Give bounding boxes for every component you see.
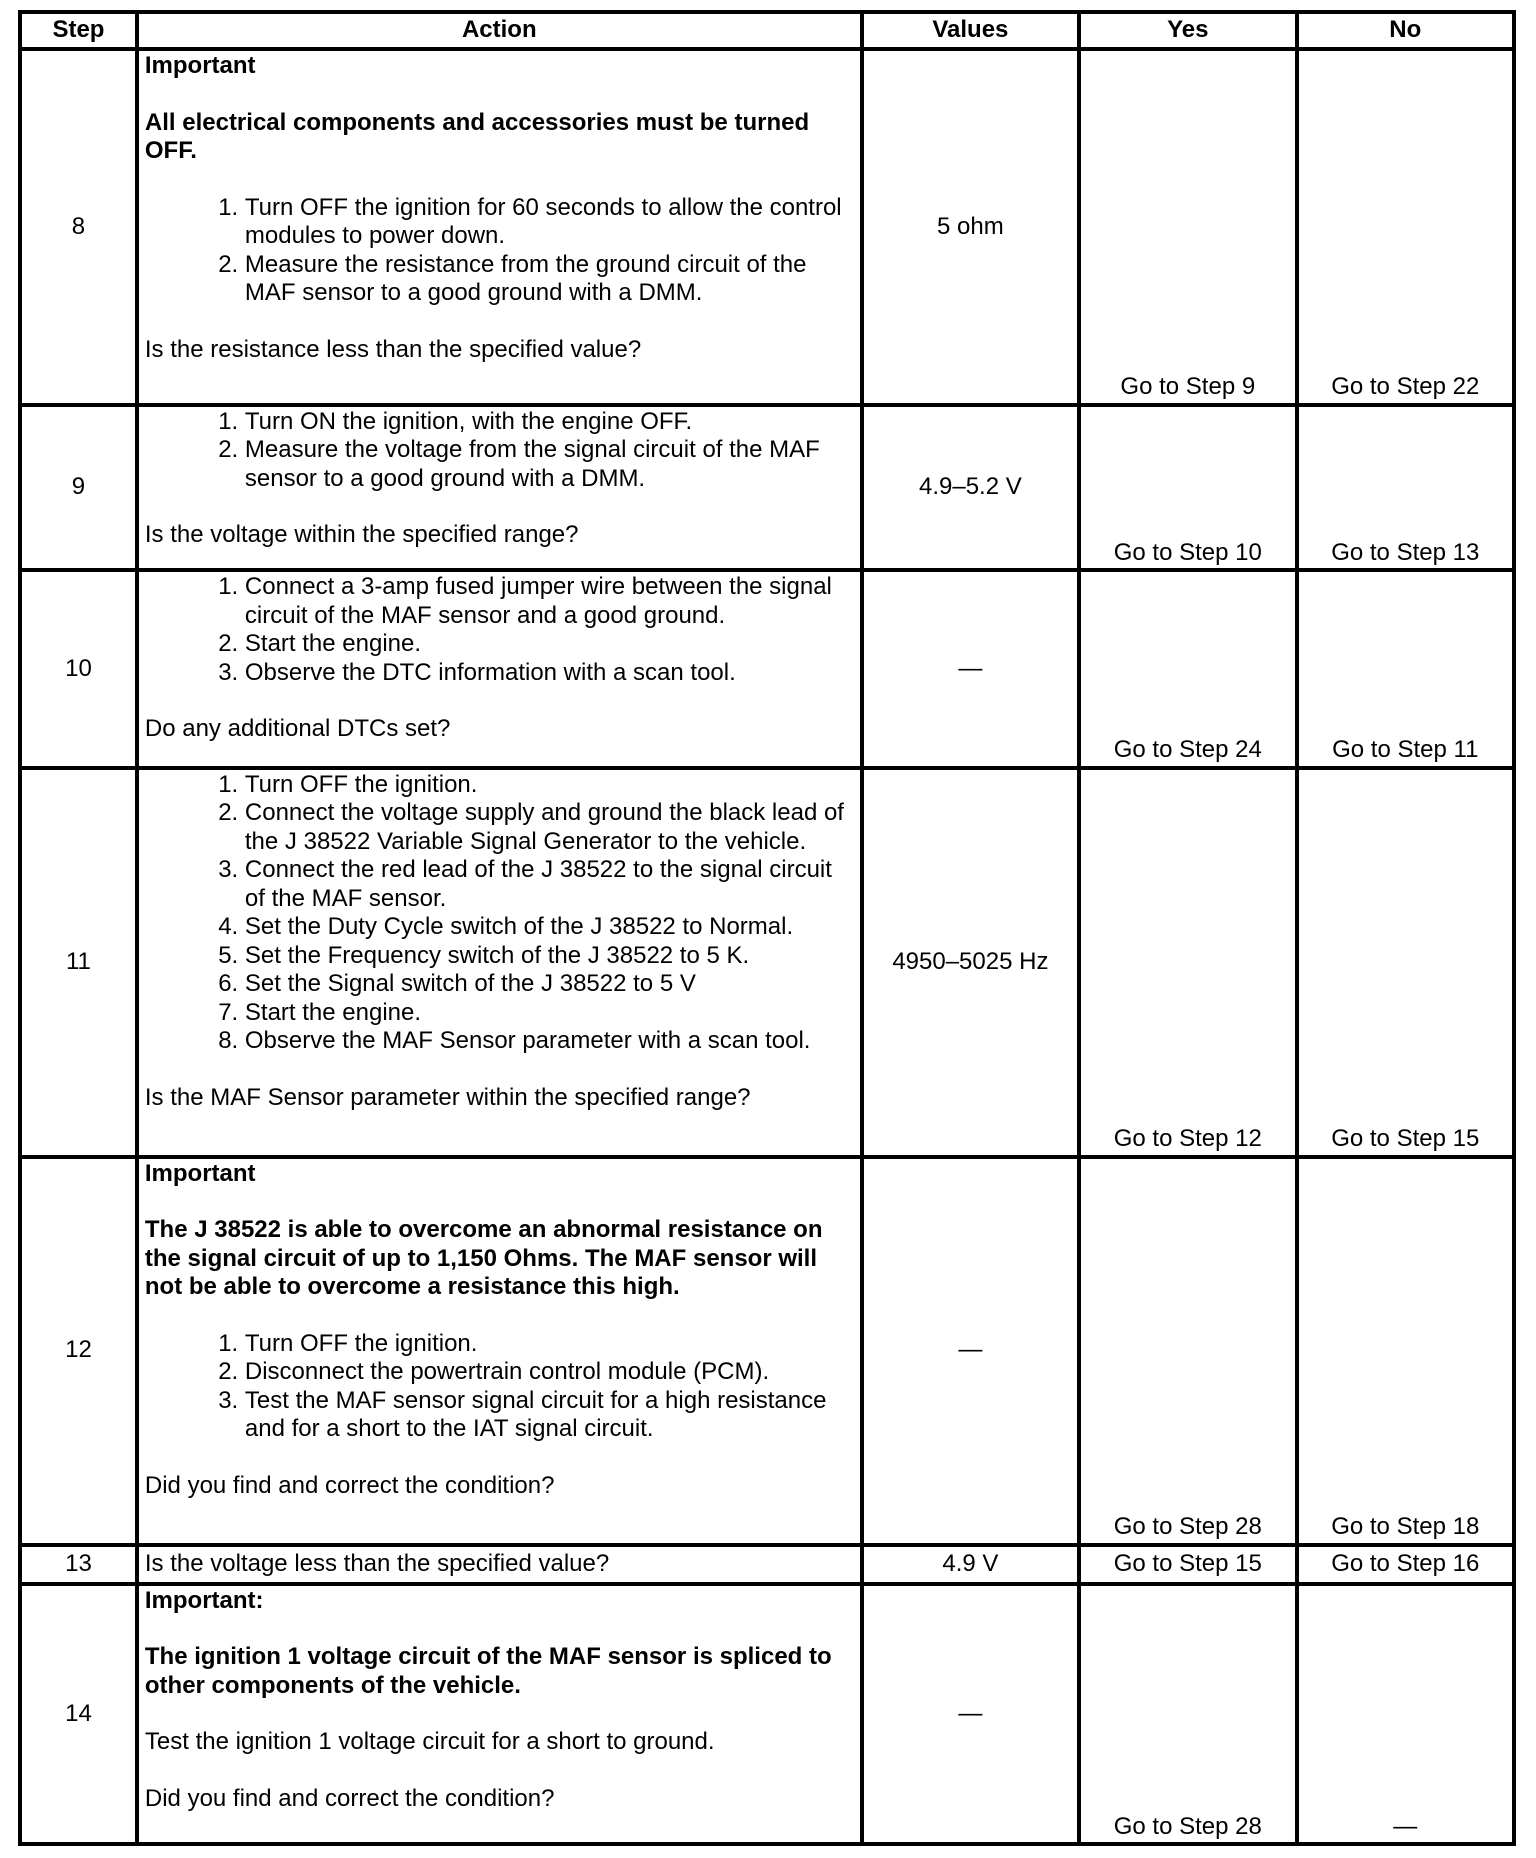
table-row [20, 49, 1514, 405]
procedure-list [145, 194, 856, 308]
action-cell [137, 49, 862, 405]
yes-cell: Go to Step 9 [1079, 49, 1296, 405]
list-item: 7. Start the engine. [245, 999, 856, 1028]
no-cell: Go to Step 16 [1297, 1545, 1514, 1584]
important-note: The J 38522 is able to overcome an abnormal resistance on the signal circuit of up to 1,150 Ohms. The MAF sensor will not be able to overcome a resistance this high. [144, 1216, 823, 1301]
value-cell: 4.9–5.2 V [862, 405, 1079, 571]
list-item: 4. Set the Duty Cycle switch of the J 38522 to Normal. [245, 913, 856, 942]
yes-cell: Go to Step 28 [1079, 1584, 1296, 1844]
table-row [20, 1157, 1514, 1545]
value-cell: 4950–5025 Hz [862, 768, 1079, 1157]
no-cell: Go to Step 15 [1297, 768, 1514, 1157]
step-number: 12 [20, 1157, 137, 1545]
yes-cell: Go to Step 24 [1079, 570, 1296, 768]
question-text: Is the resistance less than the specified value? [144, 335, 642, 363]
list-item: 3. Test the MAF sensor signal circuit for a high resistance and for a short to the IAT signal circuit. [245, 1387, 856, 1444]
list-item: 8. Observe the MAF Sensor parameter with a scan tool. [245, 1027, 856, 1056]
header-action: Action [137, 12, 862, 49]
header-yes: Yes [1079, 12, 1296, 49]
question-text: Is the MAF Sensor parameter within the specified range? [144, 1083, 751, 1111]
header-no: No [1297, 12, 1514, 49]
yes-cell: Go to Step 12 [1079, 768, 1296, 1157]
list-item: 2. Connect the voltage supply and ground the black lead of the J 38522 Variable Signal Generator to the vehicle. [245, 799, 856, 856]
procedure-list [145, 1330, 856, 1444]
no-cell: Go to Step 22 [1297, 49, 1514, 405]
yes-cell: Go to Step 15 [1079, 1545, 1296, 1584]
table-row [20, 405, 1514, 571]
procedure-list [145, 408, 856, 494]
important-note: All electrical components and accessories must be turned OFF. [144, 108, 810, 164]
important-note: The ignition 1 voltage circuit of the MAF sensor is spliced to other components of the vehicle. [144, 1643, 832, 1699]
header-values: Values [862, 12, 1079, 49]
step-number: 9 [20, 405, 137, 571]
list-item: 5. Set the Frequency switch of the J 38522 to 5 K. [245, 942, 856, 971]
procedure-list [145, 771, 856, 1056]
action-cell [137, 768, 862, 1157]
question-text: Is the voltage within the specified range? [144, 521, 579, 549]
list-item: 6. Set the Signal switch of the J 38522 to 5 V [245, 970, 856, 999]
yes-cell: Go to Step 10 [1079, 405, 1296, 571]
table-row [20, 768, 1514, 1157]
list-item: 3. Connect the red lead of the J 38522 to the signal circuit of the MAF sensor. [245, 856, 856, 913]
value-cell: — [862, 570, 1079, 768]
step-number: 10 [20, 570, 137, 768]
no-cell: Go to Step 13 [1297, 405, 1514, 571]
no-cell: Go to Step 11 [1297, 570, 1514, 768]
diagnostic-table [18, 10, 1516, 1846]
action-cell [137, 405, 862, 571]
value-cell: 5 ohm [862, 49, 1079, 405]
header-row [20, 12, 1514, 49]
question-text: Do any additional DTCs set? [144, 715, 451, 743]
value-cell: — [862, 1584, 1079, 1844]
important-label: Important [144, 52, 256, 79]
procedure-list [145, 573, 856, 687]
question-text: Did you find and correct the condition? [144, 1471, 555, 1499]
question-text: Is the voltage less than the specified value? [137, 1545, 862, 1584]
table-row [20, 1545, 1514, 1584]
yes-cell: Go to Step 28 [1079, 1157, 1296, 1545]
step-number: 13 [20, 1545, 137, 1584]
list-item: 1. Turn OFF the ignition. [245, 771, 856, 800]
list-item: 2. Start the engine. [245, 630, 856, 659]
no-cell: Go to Step 18 [1297, 1157, 1514, 1545]
no-cell: — [1297, 1584, 1514, 1844]
list-item: 1. Turn OFF the ignition for 60 seconds to allow the control modules to power down. [245, 194, 856, 251]
list-item: 2. Disconnect the powertrain control module (PCM). [245, 1358, 856, 1387]
list-item: 3. Observe the DTC information with a scan tool. [245, 659, 856, 688]
action-cell [137, 1157, 862, 1545]
step-number: 11 [20, 768, 137, 1157]
header-step: Step [20, 12, 137, 49]
list-item: 2. Measure the voltage from the signal circuit of the MAF sensor to a good ground with a DMM. [245, 436, 856, 493]
action-cell [137, 570, 862, 768]
list-item: 2. Measure the resistance from the ground circuit of the MAF sensor to a good ground with a DMM. [245, 251, 856, 308]
value-cell: — [862, 1157, 1079, 1545]
important-label: Important [144, 1159, 256, 1187]
important-label: Important: [144, 1586, 264, 1614]
action-cell [137, 1584, 862, 1844]
list-item: 1. Turn OFF the ignition. [245, 1330, 856, 1359]
question-text: Did you find and correct the condition? [144, 1784, 555, 1812]
value-cell: 4.9 V [862, 1545, 1079, 1584]
instruction-text: Test the ignition 1 voltage circuit for a short to ground. [144, 1728, 715, 1756]
table-row [20, 1584, 1514, 1844]
list-item: 1. Turn ON the ignition, with the engine OFF. [245, 408, 856, 437]
step-number: 14 [20, 1584, 137, 1844]
table-row [20, 570, 1514, 768]
step-number: 8 [20, 49, 137, 405]
list-item: 1. Connect a 3-amp fused jumper wire between the signal circuit of the MAF sensor and a good ground. [245, 573, 856, 630]
